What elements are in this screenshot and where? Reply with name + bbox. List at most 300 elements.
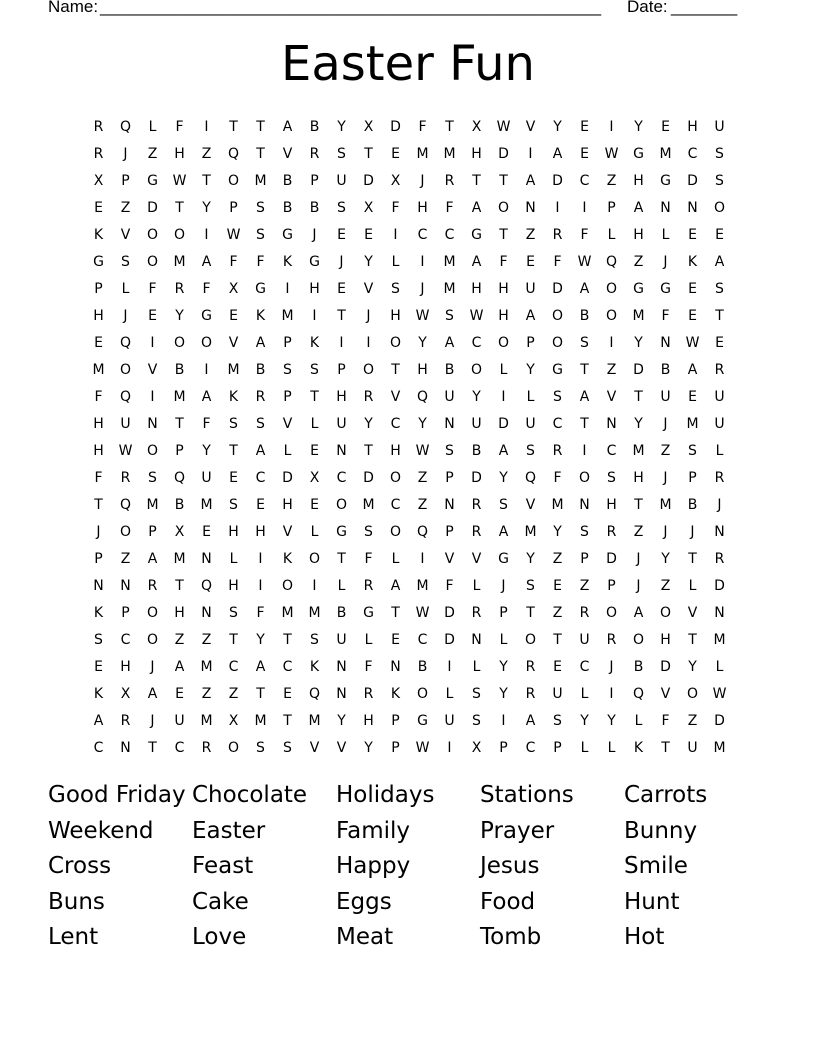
- grid-letter[interactable]: O: [119, 361, 132, 378]
- grid-letter[interactable]: K: [687, 253, 698, 270]
- grid-letter[interactable]: S: [607, 469, 616, 486]
- grid-letter[interactable]: M: [200, 496, 213, 513]
- grid-letter[interactable]: T: [364, 442, 373, 459]
- grid-letter[interactable]: N: [714, 523, 725, 540]
- grid-letter[interactable]: E: [310, 442, 319, 459]
- grid-letter[interactable]: D: [282, 469, 293, 486]
- grid-letter[interactable]: K: [633, 739, 644, 756]
- grid-letter[interactable]: X: [93, 172, 104, 189]
- grid-letter[interactable]: V: [336, 739, 347, 756]
- grid-letter[interactable]: S: [229, 415, 238, 432]
- grid-letter[interactable]: F: [229, 253, 238, 270]
- grid-letter[interactable]: P: [175, 442, 184, 459]
- grid-letter[interactable]: T: [256, 118, 265, 135]
- grid-letter[interactable]: O: [146, 253, 159, 270]
- grid-letter[interactable]: U: [174, 712, 185, 729]
- grid-letter[interactable]: G: [255, 280, 266, 297]
- grid-letter[interactable]: T: [148, 739, 157, 756]
- grid-letter[interactable]: T: [229, 118, 238, 135]
- grid-letter[interactable]: P: [526, 334, 535, 351]
- grid-letter[interactable]: S: [715, 280, 724, 297]
- grid-letter[interactable]: L: [715, 658, 724, 675]
- grid-letter[interactable]: H: [282, 496, 293, 513]
- grid-letter[interactable]: O: [362, 361, 375, 378]
- grid-letter[interactable]: L: [580, 685, 589, 702]
- grid-letter[interactable]: O: [470, 361, 483, 378]
- grid-letter[interactable]: J: [339, 253, 344, 270]
- grid-letter[interactable]: F: [94, 388, 103, 405]
- grid-letter[interactable]: F: [391, 199, 400, 216]
- grid-letter[interactable]: F: [499, 253, 508, 270]
- grid-letter[interactable]: O: [497, 199, 510, 216]
- grid-letter[interactable]: O: [497, 334, 510, 351]
- grid-letter[interactable]: S: [283, 739, 292, 756]
- grid-letter[interactable]: G: [93, 253, 104, 270]
- grid-letter[interactable]: E: [337, 280, 346, 297]
- grid-letter[interactable]: U: [336, 631, 347, 648]
- grid-letter[interactable]: D: [714, 712, 725, 729]
- grid-letter[interactable]: Y: [499, 469, 508, 486]
- grid-letter[interactable]: G: [633, 145, 644, 162]
- grid-letter[interactable]: J: [663, 469, 668, 486]
- grid-letter[interactable]: T: [94, 496, 103, 513]
- grid-letter[interactable]: T: [526, 604, 535, 621]
- grid-letter[interactable]: R: [606, 631, 617, 648]
- grid-letter[interactable]: A: [471, 253, 482, 270]
- grid-letter[interactable]: I: [150, 388, 155, 405]
- grid-letter[interactable]: L: [472, 658, 481, 675]
- grid-letter[interactable]: I: [582, 199, 587, 216]
- grid-letter[interactable]: U: [120, 415, 131, 432]
- grid-letter[interactable]: F: [580, 226, 589, 243]
- grid-letter[interactable]: C: [93, 739, 104, 756]
- grid-letter[interactable]: D: [552, 172, 563, 189]
- grid-letter[interactable]: I: [528, 145, 533, 162]
- grid-letter[interactable]: G: [336, 523, 347, 540]
- grid-letter[interactable]: P: [580, 550, 589, 567]
- grid-letter[interactable]: P: [391, 739, 400, 756]
- grid-letter[interactable]: H: [174, 145, 185, 162]
- grid-letter[interactable]: E: [229, 307, 238, 324]
- grid-letter[interactable]: M: [281, 307, 294, 324]
- grid-letter[interactable]: G: [660, 280, 671, 297]
- grid-letter[interactable]: A: [174, 658, 185, 675]
- grid-letter[interactable]: X: [363, 199, 374, 216]
- grid-letter[interactable]: H: [309, 280, 320, 297]
- grid-letter[interactable]: R: [93, 118, 104, 135]
- grid-letter[interactable]: N: [336, 685, 347, 702]
- grid-letter[interactable]: N: [120, 739, 131, 756]
- grid-letter[interactable]: H: [633, 469, 644, 486]
- grid-letter[interactable]: T: [391, 604, 400, 621]
- grid-letter[interactable]: Q: [119, 388, 132, 405]
- grid-letter[interactable]: T: [499, 172, 508, 189]
- grid-letter[interactable]: H: [390, 307, 401, 324]
- grid-letter[interactable]: D: [444, 604, 455, 621]
- grid-letter[interactable]: J: [717, 496, 722, 513]
- grid-letter[interactable]: R: [255, 388, 266, 405]
- grid-letter[interactable]: S: [121, 253, 130, 270]
- grid-letter[interactable]: Y: [499, 658, 508, 675]
- grid-letter[interactable]: T: [661, 739, 670, 756]
- grid-letter[interactable]: A: [498, 442, 509, 459]
- grid-letter[interactable]: T: [175, 577, 184, 594]
- grid-letter[interactable]: T: [202, 172, 211, 189]
- grid-letter[interactable]: L: [499, 631, 508, 648]
- grid-letter[interactable]: W: [712, 685, 727, 702]
- grid-letter[interactable]: S: [553, 712, 562, 729]
- grid-letter[interactable]: L: [607, 226, 616, 243]
- grid-letter[interactable]: B: [579, 307, 590, 324]
- grid-letter[interactable]: A: [633, 199, 644, 216]
- grid-letter[interactable]: L: [310, 523, 319, 540]
- grid-letter[interactable]: B: [255, 361, 266, 378]
- grid-letter[interactable]: R: [714, 550, 725, 567]
- grid-letter[interactable]: Z: [606, 172, 617, 189]
- grid-letter[interactable]: Y: [526, 550, 535, 567]
- grid-letter[interactable]: U: [687, 739, 698, 756]
- grid-letter[interactable]: Z: [606, 361, 617, 378]
- grid-letter[interactable]: M: [173, 388, 186, 405]
- grid-letter[interactable]: X: [228, 280, 239, 297]
- grid-letter[interactable]: Y: [337, 118, 346, 135]
- grid-letter[interactable]: S: [229, 496, 238, 513]
- grid-letter[interactable]: O: [389, 523, 402, 540]
- grid-letter[interactable]: I: [582, 442, 587, 459]
- grid-letter[interactable]: O: [281, 577, 294, 594]
- grid-letter[interactable]: V: [282, 415, 293, 432]
- grid-letter[interactable]: R: [525, 658, 536, 675]
- grid-letter[interactable]: M: [200, 712, 213, 729]
- grid-letter[interactable]: F: [256, 604, 265, 621]
- grid-letter[interactable]: R: [471, 604, 482, 621]
- grid-letter[interactable]: Z: [228, 685, 239, 702]
- grid-letter[interactable]: H: [498, 307, 509, 324]
- grid-letter[interactable]: T: [256, 685, 265, 702]
- grid-letter[interactable]: S: [229, 604, 238, 621]
- grid-letter[interactable]: S: [526, 577, 535, 594]
- grid-letter[interactable]: G: [363, 604, 374, 621]
- grid-letter[interactable]: A: [255, 334, 266, 351]
- grid-letter[interactable]: C: [606, 442, 617, 459]
- grid-letter[interactable]: S: [310, 361, 319, 378]
- grid-letter[interactable]: T: [364, 145, 373, 162]
- grid-letter[interactable]: W: [469, 307, 484, 324]
- grid-letter[interactable]: M: [524, 523, 537, 540]
- grid-letter[interactable]: I: [285, 280, 290, 297]
- grid-letter[interactable]: J: [663, 415, 668, 432]
- grid-letter[interactable]: E: [175, 685, 184, 702]
- grid-letter[interactable]: D: [606, 550, 617, 567]
- grid-letter[interactable]: A: [579, 280, 590, 297]
- grid-letter[interactable]: C: [525, 739, 536, 756]
- grid-letter[interactable]: Z: [525, 226, 536, 243]
- grid-letter[interactable]: W: [577, 253, 592, 270]
- grid-letter[interactable]: M: [713, 739, 726, 756]
- grid-letter[interactable]: F: [553, 253, 562, 270]
- grid-letter[interactable]: T: [337, 307, 346, 324]
- grid-letter[interactable]: O: [335, 496, 348, 513]
- grid-letter[interactable]: F: [148, 280, 157, 297]
- grid-letter[interactable]: H: [633, 172, 644, 189]
- grid-letter[interactable]: S: [445, 442, 454, 459]
- grid-letter[interactable]: W: [226, 226, 241, 243]
- grid-letter[interactable]: R: [147, 577, 158, 594]
- grid-letter[interactable]: W: [415, 604, 430, 621]
- grid-letter[interactable]: S: [553, 388, 562, 405]
- grid-letter[interactable]: M: [173, 550, 186, 567]
- grid-letter[interactable]: N: [336, 658, 347, 675]
- grid-letter[interactable]: Q: [632, 685, 645, 702]
- grid-letter[interactable]: Y: [472, 388, 481, 405]
- grid-letter[interactable]: Y: [661, 550, 670, 567]
- grid-letter[interactable]: C: [687, 145, 698, 162]
- grid-letter[interactable]: K: [282, 253, 293, 270]
- grid-letter[interactable]: G: [147, 172, 158, 189]
- grid-letter[interactable]: N: [444, 496, 455, 513]
- grid-letter[interactable]: H: [471, 145, 482, 162]
- grid-letter[interactable]: M: [308, 712, 321, 729]
- grid-letter[interactable]: U: [579, 631, 590, 648]
- grid-letter[interactable]: R: [606, 523, 617, 540]
- grid-letter[interactable]: U: [336, 415, 347, 432]
- grid-letter[interactable]: P: [283, 388, 292, 405]
- grid-letter[interactable]: R: [309, 145, 320, 162]
- grid-letter[interactable]: N: [120, 577, 131, 594]
- grid-letter[interactable]: A: [390, 577, 401, 594]
- grid-letter[interactable]: C: [228, 658, 239, 675]
- grid-letter[interactable]: Y: [553, 523, 562, 540]
- grid-letter[interactable]: J: [123, 145, 128, 162]
- grid-letter[interactable]: U: [471, 415, 482, 432]
- grid-letter[interactable]: S: [256, 226, 265, 243]
- grid-letter[interactable]: I: [447, 739, 452, 756]
- grid-letter[interactable]: I: [312, 307, 317, 324]
- grid-letter[interactable]: L: [445, 685, 454, 702]
- grid-letter[interactable]: D: [471, 469, 482, 486]
- grid-letter[interactable]: H: [687, 118, 698, 135]
- grid-letter[interactable]: D: [552, 280, 563, 297]
- grid-letter[interactable]: O: [119, 523, 132, 540]
- grid-letter[interactable]: M: [416, 577, 429, 594]
- grid-letter[interactable]: M: [632, 442, 645, 459]
- grid-letter[interactable]: P: [94, 550, 103, 567]
- grid-letter[interactable]: Q: [416, 523, 429, 540]
- grid-letter[interactable]: N: [606, 415, 617, 432]
- grid-letter[interactable]: Q: [200, 577, 213, 594]
- grid-letter[interactable]: Q: [119, 118, 132, 135]
- grid-letter[interactable]: J: [663, 523, 668, 540]
- grid-letter[interactable]: M: [173, 253, 186, 270]
- grid-letter[interactable]: H: [174, 604, 185, 621]
- grid-letter[interactable]: O: [578, 469, 591, 486]
- grid-letter[interactable]: M: [443, 145, 456, 162]
- grid-letter[interactable]: E: [688, 388, 697, 405]
- grid-letter[interactable]: H: [336, 388, 347, 405]
- grid-letter[interactable]: Y: [607, 712, 616, 729]
- grid-letter[interactable]: N: [579, 496, 590, 513]
- grid-letter[interactable]: H: [93, 415, 104, 432]
- grid-letter[interactable]: R: [552, 226, 563, 243]
- grid-letter[interactable]: B: [309, 199, 320, 216]
- grid-letter[interactable]: O: [200, 334, 213, 351]
- grid-letter[interactable]: F: [364, 658, 373, 675]
- grid-letter[interactable]: Q: [119, 496, 132, 513]
- grid-letter[interactable]: N: [93, 577, 104, 594]
- grid-letter[interactable]: S: [445, 307, 454, 324]
- grid-letter[interactable]: R: [174, 280, 185, 297]
- grid-letter[interactable]: B: [417, 658, 428, 675]
- grid-letter[interactable]: E: [688, 307, 697, 324]
- grid-letter[interactable]: I: [312, 577, 317, 594]
- grid-letter[interactable]: I: [366, 334, 371, 351]
- grid-letter[interactable]: X: [363, 118, 374, 135]
- grid-letter[interactable]: L: [310, 415, 319, 432]
- grid-letter[interactable]: Y: [499, 685, 508, 702]
- grid-letter[interactable]: J: [663, 253, 668, 270]
- grid-letter[interactable]: I: [258, 550, 263, 567]
- grid-letter[interactable]: V: [687, 604, 698, 621]
- grid-letter[interactable]: L: [607, 739, 616, 756]
- grid-letter[interactable]: S: [580, 334, 589, 351]
- grid-letter[interactable]: P: [337, 361, 346, 378]
- grid-letter[interactable]: L: [661, 226, 670, 243]
- grid-letter[interactable]: X: [471, 739, 482, 756]
- grid-letter[interactable]: P: [499, 739, 508, 756]
- grid-letter[interactable]: M: [281, 604, 294, 621]
- grid-letter[interactable]: A: [201, 253, 212, 270]
- grid-letter[interactable]: L: [715, 442, 724, 459]
- grid-letter[interactable]: Z: [687, 712, 698, 729]
- grid-letter[interactable]: O: [551, 334, 564, 351]
- grid-letter[interactable]: V: [228, 334, 239, 351]
- grid-letter[interactable]: N: [201, 550, 212, 567]
- grid-letter[interactable]: E: [391, 631, 400, 648]
- grid-letter[interactable]: C: [390, 415, 401, 432]
- grid-letter[interactable]: L: [337, 577, 346, 594]
- grid-letter[interactable]: D: [498, 145, 509, 162]
- grid-letter[interactable]: S: [337, 145, 346, 162]
- grid-letter[interactable]: M: [200, 658, 213, 675]
- grid-letter[interactable]: C: [282, 658, 293, 675]
- grid-letter[interactable]: M: [146, 496, 159, 513]
- grid-letter[interactable]: J: [501, 577, 506, 594]
- grid-letter[interactable]: S: [256, 739, 265, 756]
- grid-letter[interactable]: F: [94, 469, 103, 486]
- grid-letter[interactable]: F: [661, 712, 670, 729]
- grid-letter[interactable]: Y: [175, 307, 184, 324]
- grid-letter[interactable]: S: [472, 685, 481, 702]
- grid-letter[interactable]: J: [420, 172, 425, 189]
- grid-letter[interactable]: G: [552, 361, 563, 378]
- grid-letter[interactable]: R: [120, 469, 131, 486]
- grid-letter[interactable]: P: [553, 739, 562, 756]
- grid-letter[interactable]: F: [418, 118, 427, 135]
- grid-letter[interactable]: E: [715, 334, 724, 351]
- grid-letter[interactable]: B: [687, 496, 698, 513]
- grid-letter[interactable]: M: [632, 307, 645, 324]
- grid-letter[interactable]: R: [363, 685, 374, 702]
- grid-letter[interactable]: P: [688, 469, 697, 486]
- grid-letter[interactable]: C: [579, 658, 590, 675]
- grid-letter[interactable]: R: [93, 145, 104, 162]
- grid-letter[interactable]: N: [687, 199, 698, 216]
- grid-letter[interactable]: A: [714, 253, 725, 270]
- grid-letter[interactable]: S: [688, 442, 697, 459]
- word-search-grid[interactable]: [85, 113, 733, 761]
- grid-letter[interactable]: L: [391, 550, 400, 567]
- grid-letter[interactable]: M: [686, 415, 699, 432]
- grid-letter[interactable]: Y: [634, 118, 643, 135]
- grid-letter[interactable]: R: [471, 523, 482, 540]
- grid-letter[interactable]: S: [499, 496, 508, 513]
- grid-letter[interactable]: Z: [120, 550, 131, 567]
- grid-letter[interactable]: K: [390, 685, 401, 702]
- grid-letter[interactable]: H: [120, 658, 131, 675]
- grid-letter[interactable]: P: [94, 280, 103, 297]
- grid-letter[interactable]: J: [312, 226, 317, 243]
- grid-letter[interactable]: C: [579, 172, 590, 189]
- grid-letter[interactable]: O: [416, 685, 429, 702]
- grid-letter[interactable]: P: [121, 604, 130, 621]
- grid-letter[interactable]: I: [501, 712, 506, 729]
- grid-letter[interactable]: E: [94, 334, 103, 351]
- grid-letter[interactable]: A: [93, 712, 104, 729]
- grid-letter[interactable]: M: [362, 496, 375, 513]
- grid-letter[interactable]: C: [174, 739, 185, 756]
- grid-letter[interactable]: S: [715, 145, 724, 162]
- grid-letter[interactable]: D: [363, 172, 374, 189]
- grid-letter[interactable]: Y: [418, 415, 427, 432]
- grid-letter[interactable]: R: [201, 739, 212, 756]
- grid-letter[interactable]: E: [94, 658, 103, 675]
- grid-letter[interactable]: B: [660, 361, 671, 378]
- grid-letter[interactable]: Y: [256, 631, 265, 648]
- grid-letter[interactable]: I: [609, 334, 614, 351]
- grid-letter[interactable]: A: [579, 388, 590, 405]
- grid-letter[interactable]: Q: [227, 145, 240, 162]
- grid-letter[interactable]: D: [714, 577, 725, 594]
- grid-letter[interactable]: O: [605, 604, 618, 621]
- grid-letter[interactable]: H: [417, 361, 428, 378]
- grid-letter[interactable]: O: [605, 280, 618, 297]
- grid-letter[interactable]: E: [715, 226, 724, 243]
- grid-letter[interactable]: H: [417, 199, 428, 216]
- grid-letter[interactable]: Y: [418, 334, 427, 351]
- grid-letter[interactable]: C: [471, 334, 482, 351]
- grid-letter[interactable]: I: [339, 334, 344, 351]
- grid-letter[interactable]: N: [147, 415, 158, 432]
- grid-letter[interactable]: Q: [524, 469, 537, 486]
- grid-letter[interactable]: A: [471, 199, 482, 216]
- grid-letter[interactable]: Z: [633, 523, 644, 540]
- grid-letter[interactable]: M: [416, 145, 429, 162]
- grid-letter[interactable]: W: [415, 307, 430, 324]
- grid-letter[interactable]: T: [283, 712, 292, 729]
- grid-letter[interactable]: Q: [416, 388, 429, 405]
- grid-letter[interactable]: P: [607, 577, 616, 594]
- grid-letter[interactable]: N: [471, 631, 482, 648]
- grid-letter[interactable]: X: [471, 118, 482, 135]
- grid-letter[interactable]: O: [686, 685, 699, 702]
- grid-letter[interactable]: T: [499, 226, 508, 243]
- grid-letter[interactable]: P: [499, 604, 508, 621]
- grid-letter[interactable]: I: [204, 118, 209, 135]
- grid-letter[interactable]: W: [172, 172, 187, 189]
- grid-letter[interactable]: K: [282, 550, 293, 567]
- grid-letter[interactable]: Z: [201, 631, 212, 648]
- grid-letter[interactable]: O: [659, 604, 672, 621]
